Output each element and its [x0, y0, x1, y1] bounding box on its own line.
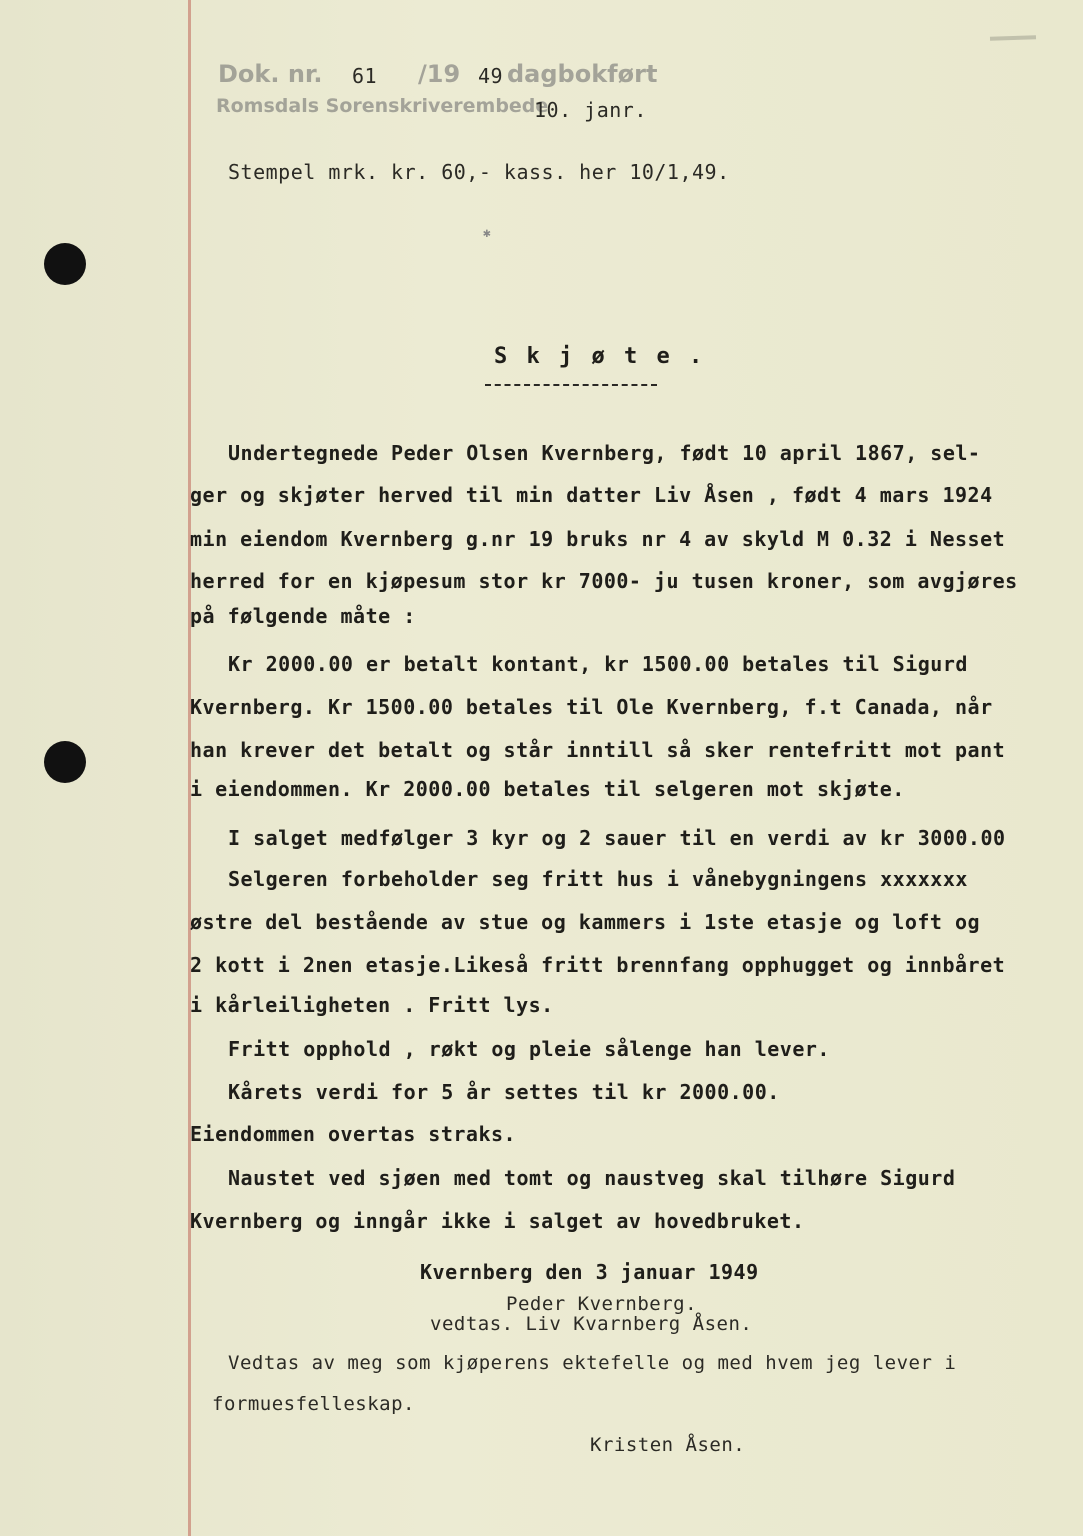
- body-line: Kårets verdi for 5 år settes til kr 2000.00.: [228, 1080, 780, 1104]
- body-line: herred for en kjøpesum stor kr 7000- ju tusen kroner, som avgjøres: [190, 569, 1018, 593]
- margin-line: [188, 0, 191, 1536]
- seller-signature: Peder Kvernberg.: [506, 1293, 698, 1315]
- stamp-year-prefix: /19: [418, 60, 461, 88]
- body-line: 2 kott i 2nen etasje.Likeså fritt brennfang opphugget og innbåret: [190, 953, 1006, 977]
- body-line: i kårleiligheten . Fritt lys.: [190, 993, 554, 1017]
- punch-hole: [44, 243, 86, 285]
- body-line: Eiendommen overtas straks.: [190, 1122, 517, 1146]
- stempel-note: Stempel mrk. kr. 60,- kass. her 10/1,49.: [228, 160, 730, 184]
- spouse-signature: Kristen Åsen.: [590, 1434, 746, 1456]
- body-line: Kvernberg. Kr 1500.00 betales til Ole Kvernberg, f.t Canada, når: [190, 695, 993, 719]
- body-line: på følgende måte :: [190, 604, 416, 628]
- doc-date: 10. janr.: [534, 98, 647, 122]
- body-line: østre del bestående av stue og kammers i 1ste etasje og loft og: [190, 910, 981, 934]
- buyer-signature: vedtas. Liv Kvarnberg Åsen.: [430, 1313, 753, 1335]
- stamp-office: Romsdals Sorenskriverembede: [216, 95, 549, 117]
- place-date: Kvernberg den 3 januar 1949: [420, 1260, 759, 1284]
- document-title: S k j ø t e .: [494, 344, 706, 369]
- body-line: Naustet ved sjøen med tomt og naustveg skal tilhøre Sigurd: [228, 1166, 956, 1190]
- doc-number: 61: [352, 64, 378, 88]
- body-line: han krever det betalt og står inntill så sker rentefritt mot pant: [190, 738, 1006, 762]
- body-line: i eiendommen. Kr 2000.00 betales til selgeren mot skjøte.: [190, 777, 905, 801]
- spouse-line: Vedtas av meg som kjøperens ektefelle og med hvem jeg lever i: [228, 1352, 957, 1374]
- body-line: Kvernberg og inngår ikke i salget av hovedbruket.: [190, 1209, 805, 1233]
- doc-year: 49: [478, 64, 504, 88]
- punch-hole: [44, 741, 86, 783]
- stamp-doc-label: Dok. nr.: [218, 60, 323, 88]
- corner-mark: [990, 35, 1036, 41]
- body-line: min eiendom Kvernberg g.nr 19 bruks nr 4 av skyld M 0.32 i Nesset: [190, 527, 1006, 551]
- body-line: Selgeren forbeholder seg fritt hus i vånebygningens xxxxxxx: [228, 867, 968, 891]
- asterisk-mark: ✱: [483, 226, 491, 241]
- body-line: Undertegnede Peder Olsen Kvernberg, født 10 april 1867, sel-: [228, 441, 981, 465]
- spouse-line: formuesfelleskap.: [212, 1393, 415, 1415]
- body-line: I salget medfølger 3 kyr og 2 sauer til en verdi av kr 3000.00: [228, 826, 1006, 850]
- body-line: Kr 2000.00 er betalt kontant, kr 1500.00 betales til Sigurd: [228, 652, 968, 676]
- body-line: Fritt opphold , røkt og pleie sålenge han lever.: [228, 1037, 830, 1061]
- title-underline: [485, 384, 657, 388]
- stamp-dagbok: dagbokført: [507, 60, 658, 88]
- body-line: ger og skjøter herved til min datter Liv Åsen , født 4 mars 1924: [190, 483, 993, 507]
